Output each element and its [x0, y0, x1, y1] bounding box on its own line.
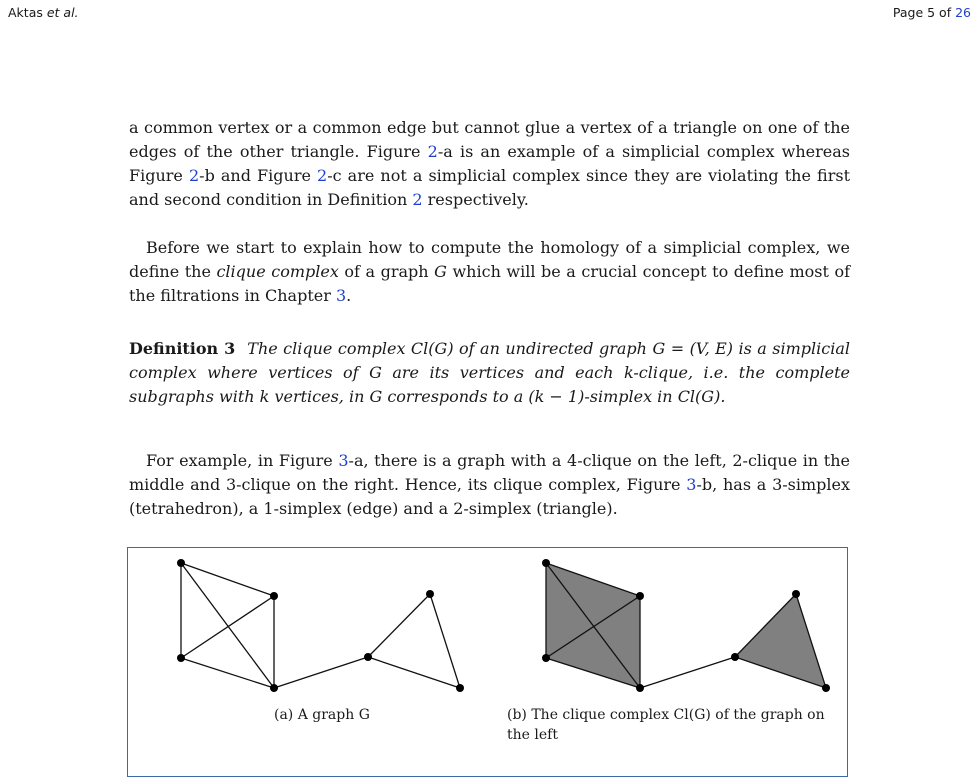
- definition-label: Definition 3: [129, 339, 236, 358]
- complex-vertex: [542, 559, 550, 567]
- graph-vertex: [177, 654, 185, 662]
- caption-a: (a) A graph G: [274, 707, 370, 723]
- figure-ref-link[interactable]: 3: [686, 475, 697, 494]
- graph-vertex: [177, 559, 185, 567]
- graph-edge: [274, 657, 368, 688]
- graph-edge: [181, 658, 274, 688]
- complex-vertex: [792, 590, 800, 598]
- graph-edge: [430, 594, 460, 688]
- complex-vertex: [731, 653, 739, 661]
- paragraph-2: Before we start to explain how to compute the homology of a simplicial complex, we define the clique complex of a graph G which will be a crucial concept to define most of the filtrations in Chapter 3.: [129, 238, 851, 305]
- paragraph-3: For example, in Figure 3-a, there is a graph with a 4-clique on the left, 2-clique in the middle and 3-clique on the right. Hence, its clique complex, Figure 3-b, has a 3-simplex (tetrahedron), a 1-simplex (edge) and a 2-simplex (triangle).: [129, 451, 851, 518]
- graph-vertex: [270, 684, 278, 692]
- clique-complex: [546, 563, 826, 688]
- complex-vertex: [636, 684, 644, 692]
- paragraph-1: a common vertex or a common edge but cannot glue a vertex of a triangle on one of the edges of the other triangle. Figure 2-a is an example of a simplicial complex whereas Figure 2-b and Figure 2-c are not a simplicial complex since they are violating the first and second condition in Definition 2 respectively.: [129, 118, 851, 209]
- figure-ref-link[interactable]: 2: [427, 142, 438, 161]
- graph-edge: [181, 596, 274, 658]
- complex-edge: [640, 657, 735, 688]
- definition-3: [129, 337, 850, 409]
- running-header-page: Page 5 of 26: [892, 5, 971, 20]
- running-header-authors: Aktas et al.: [8, 5, 79, 20]
- graph-edge: [368, 594, 430, 657]
- figure-ref-link[interactable]: 3: [338, 451, 349, 470]
- graph-edge: [181, 563, 274, 688]
- triangle-face: [735, 594, 826, 688]
- graph-vertex: [456, 684, 464, 692]
- chapter-ref-link[interactable]: 3: [335, 286, 347, 305]
- figure-ref-link[interactable]: 2: [317, 166, 328, 185]
- definition-text: The clique complex Cl(G) of an undirected graph G = (V, E) is a simplicial complex where vertices of G are its vertices and each k-clique, i.e. the complete subgraphs with k vertices, in G corresponds to a (k − 1)-simplex in Cl(G).: [129, 339, 851, 406]
- graph-g: [181, 563, 460, 688]
- complex-vertex: [822, 684, 830, 692]
- graph-vertex: [426, 590, 434, 598]
- page-total-link[interactable]: 26: [955, 5, 971, 20]
- complex-vertex: [542, 654, 550, 662]
- term-clique-complex: clique complex: [216, 262, 339, 281]
- definition-ref-link[interactable]: 2: [412, 190, 423, 209]
- complex-vertex: [636, 592, 644, 600]
- graph-vertex: [364, 653, 372, 661]
- figure-3: [127, 547, 848, 777]
- graph-edge: [181, 563, 274, 596]
- graph-vertex: [270, 592, 278, 600]
- figure-ref-link[interactable]: 2: [188, 166, 200, 185]
- graph-edge: [368, 657, 460, 688]
- caption-b: (b) The clique complex Cl(G) of the graph on the left: [507, 707, 825, 743]
